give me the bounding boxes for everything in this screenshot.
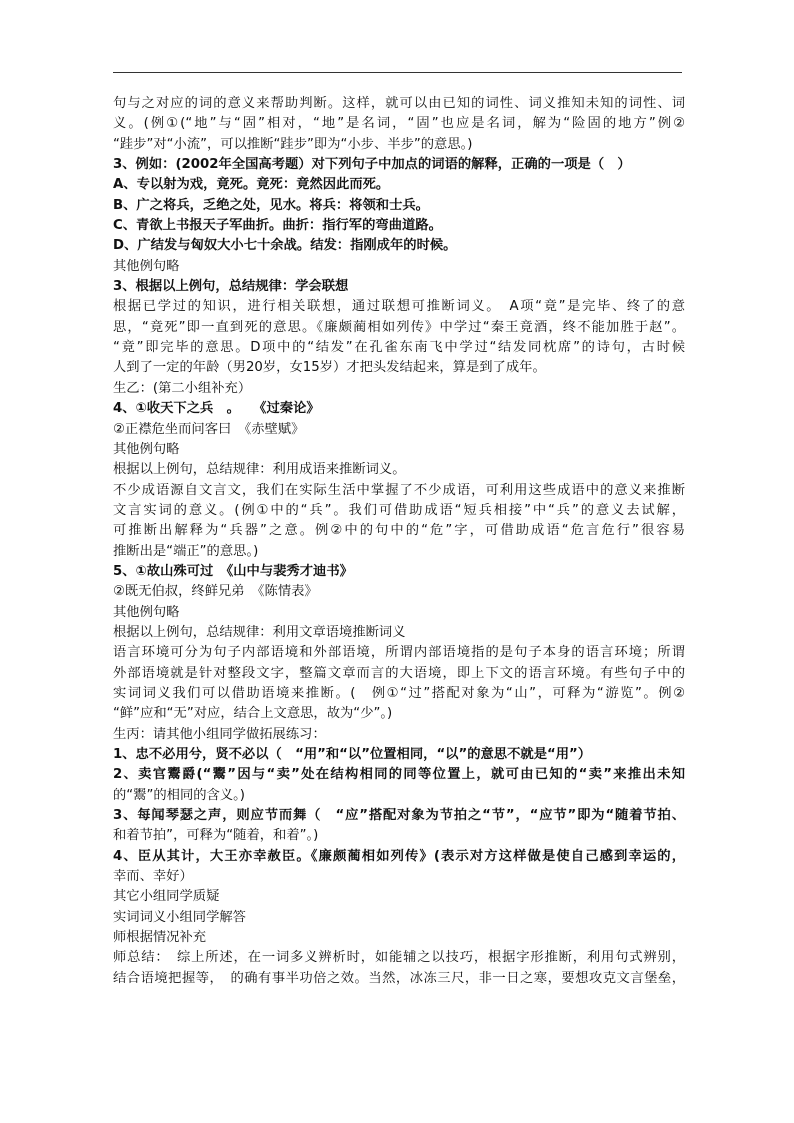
text-line: 义。(例①(“地”与“固”相对，“地”是名词，“固”也应是名词，解为“险固的地方”例② — [113, 116, 685, 132]
text-line: 其他例句略 — [113, 258, 180, 274]
text-line: 3、例如：(2002年全国高考题）对下列句子中加点的词语的解释，正确的一项是（ ） — [113, 157, 631, 173]
text-line: 其它小组同学质疑 — [113, 889, 220, 905]
text-line: 和着节拍”，可释为“随着，和着”。) — [113, 828, 319, 844]
text-line: 5、①故山殊可过 《山中与裴秀才迪书》 — [113, 563, 353, 579]
text-line: 幸而、幸好） — [113, 869, 193, 885]
text-line: 其他例句略 — [113, 604, 180, 620]
document-body — [113, 94, 685, 989]
text-line: 生丙：请其他小组同学做拓展练习： — [113, 726, 326, 742]
text-line: 生乙：(第二小组补充） — [113, 380, 252, 396]
text-line: “竟”即完毕的意思。D项中的“结发”在孔雀东南飞中学过“结发同枕席”的诗句，古时候 — [113, 340, 685, 356]
text-line: 师总结： 综上所述，在一词多义辨析时，如能辅之以技巧，根据字形推断，利用句式辨别， — [113, 950, 685, 966]
text-line: 其他例句略 — [113, 441, 180, 457]
text-line: 根据以上例句，总结规律：利用文章语境推断词义 — [113, 624, 406, 640]
text-line: 外部语境就是针对整段文字，整篇文章而言的大语境，即上下文的语言环境。有些句子中的 — [113, 665, 685, 681]
text-line: ②正襟危坐而问客曰 《赤壁赋》 — [113, 421, 305, 437]
text-line: 思，“竟死”即一直到死的意思。《廉颇蔺相如列传》中学过“秦王竟酒，终不能加胜于赵”。 — [113, 319, 685, 335]
text-line: 4、①收天下之兵 。 《过秦论》 — [113, 401, 320, 417]
text-line: A、专以射为戏，竟死。竟死：竟然因此而死。 — [113, 177, 390, 193]
text-line: 3、每闻琴瑟之声，则应节而舞（ “应”搭配对象为节拍之“节”，“应节”即为“随着节拍、 — [113, 808, 685, 824]
text-line: 文言实词的意义。(例①中的“兵”。我们可借助成语“短兵相接”中“兵”的意义去试解， — [113, 502, 685, 518]
text-line: 推断出是“端正”的意思。) — [113, 543, 259, 559]
text-line: 人到了一定的年龄（男20岁，女15岁）才把头发结起来，算是到了成年。 — [113, 360, 546, 376]
text-line: 实词词义我们可以借助语境来推断。( 例①“过”搭配对象为“山”，可释为“游览”。例② — [113, 685, 685, 701]
text-line: 可推断出解释为“兵器”之意。例②中的句中的“危”字，可借助成语“危言危行”很容易 — [113, 523, 685, 539]
text-line: 语言环境可分为句子内部语境和外部语境，所谓内部语境指的是句子本身的语言环境；所谓 — [113, 645, 685, 661]
header-rule — [113, 72, 682, 73]
text-line: 根据以上例句，总结规律：利用成语来推断词义。 — [113, 462, 406, 478]
text-line: 的“鬻”的相同的含义。) — [113, 787, 245, 803]
text-line: “鲜”应和“无”对应，结合上文意思，故为“少”。) — [113, 706, 393, 722]
text-line: 4、臣从其计，大王亦幸赦臣。《廉颇蔺相如列传》(表示对方这样做是使自己感到幸运的， — [113, 848, 685, 864]
text-line: 不少成语源自文言文，我们在实际生活中掌握了不少成语，可利用这些成语中的意义来推断 — [113, 482, 685, 498]
text-line: ②既无伯叔，终鲜兄弟 《陈情表》 — [113, 584, 318, 600]
text-line: 2、卖官鬻爵(“鬻”因与“卖”处在结构相同的同等位置上，就可由已知的“卖”来推出未知 — [113, 767, 685, 783]
text-line: 结合语境把握等， 的确有事半功倍之效。当然，冰冻三尺，非一日之寒，要想攻克文言堡垒， — [113, 970, 685, 986]
text-line: D、广结发与匈奴大小七十余战。结发：指刚成年的时候。 — [113, 238, 457, 254]
text-line: 根据已学过的知识，进行相关联想，通过联想可推断词义。 A项“竟”是完毕、终了的意 — [113, 299, 685, 315]
text-line: C、青欲上书报天子军曲折。曲折：指行军的弯曲道路。 — [113, 218, 442, 234]
text-line: 3、根据以上例句，总结规律：学会联想 — [113, 279, 349, 295]
text-line: “跬步”对“小流”，可以推断“跬步”即为“小步、半步”的意思。) — [113, 136, 473, 152]
text-line: 实词词义小组同学解答 — [113, 909, 246, 925]
text-line: B、广之将兵，乏绝之处，见水。将兵：将领和士兵。 — [113, 197, 429, 213]
text-line: 句与之对应的词的意义来帮助判断。这样，就可以由已知的词性、词义推知未知的词性、词 — [113, 96, 685, 111]
text-line: 师根据情况补充 — [113, 930, 207, 946]
text-line: 1、忠不必用兮，贤不必以（ “用”和“以”位置相同，“以”的意思不就是“用”） — [113, 747, 592, 762]
